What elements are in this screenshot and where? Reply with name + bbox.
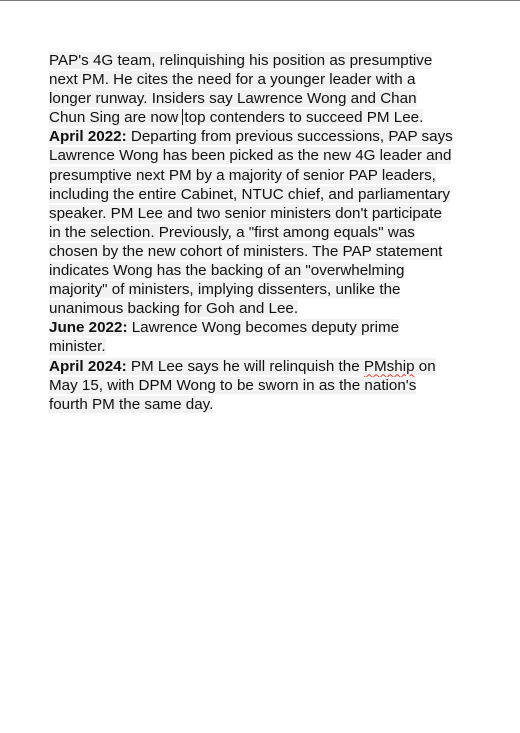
text-line[interactable] (49, 242, 479, 261)
line-text: including the entire Cabinet, NTUC chief, and parliamentary (49, 185, 450, 203)
line-text: minister. (49, 338, 106, 356)
line-text: unanimous backing for Goh and Lee. (49, 300, 299, 318)
entry-date: April 2024: (49, 357, 127, 375)
text-line[interactable] (49, 70, 479, 89)
text-line[interactable] (49, 166, 479, 185)
line-text: majority" of ministers, implying dissenters, unlike the (49, 281, 401, 299)
text-line[interactable] (49, 261, 479, 280)
text-line[interactable] (49, 376, 479, 395)
line-text: presumptive next PM by a majority of senior PAP leaders, (49, 166, 436, 184)
line-text: PM Lee says he will relinquish the (126, 357, 364, 375)
line-text: in the selection. Previously, a "first among equals" was (49, 223, 415, 241)
paragraph-intro[interactable] (49, 51, 479, 127)
text-line[interactable] (49, 51, 479, 70)
text-line[interactable] (49, 185, 479, 204)
line-text: Chun Sing are now (49, 109, 183, 127)
text-line[interactable] (49, 89, 479, 108)
text-line[interactable] (49, 223, 479, 242)
entry-date: April 2022: (49, 128, 127, 146)
line-text: indicates Wong has the backing of an "overwhelming (49, 262, 405, 280)
text-line[interactable] (49, 357, 479, 376)
line-text: on (414, 357, 436, 375)
line-text: longer runway. Insiders say Lawrence Wong and Chan (49, 90, 417, 108)
text-line[interactable] (49, 280, 479, 299)
timeline-entry-april-2022[interactable] (49, 127, 479, 318)
text-line[interactable] (49, 299, 479, 318)
spellcheck-flagged-word[interactable]: PMship (363, 357, 415, 375)
line-text: chosen by the new cohort of ministers. The PAP statement (49, 242, 443, 260)
line-text: Lawrence Wong has been picked as the new 4G leader and (49, 147, 452, 165)
line-text: next PM. He cites the need for a younger leader with a (49, 71, 416, 89)
text-line[interactable] (49, 204, 479, 223)
line-text: Departing from previous successions, PAP says (126, 128, 453, 146)
line-text: speaker. PM Lee and two senior ministers don't participate (49, 204, 442, 222)
text-line[interactable] (49, 146, 479, 165)
line-text: May 15, with DPM Wong to be sworn in as the nation's (49, 376, 417, 394)
timeline-entry-june-2022[interactable] (49, 318, 479, 356)
line-text: Lawrence Wong becomes deputy prime (127, 319, 400, 337)
document-body[interactable] (49, 51, 479, 414)
text-line[interactable] (49, 318, 479, 337)
page-top-border (0, 0, 520, 1)
line-text: fourth PM the same day. (49, 395, 214, 413)
text-line[interactable] (49, 127, 479, 146)
text-line[interactable] (49, 337, 479, 356)
text-line[interactable] (49, 395, 479, 414)
entry-date: June 2022: (49, 319, 128, 337)
text-line[interactable] (49, 108, 479, 127)
line-text: top contenders to succeed PM Lee. (184, 109, 424, 127)
timeline-entry-april-2024[interactable] (49, 357, 479, 414)
line-text: PAP's 4G team, relinquishing his position as presumptive (49, 52, 433, 69)
